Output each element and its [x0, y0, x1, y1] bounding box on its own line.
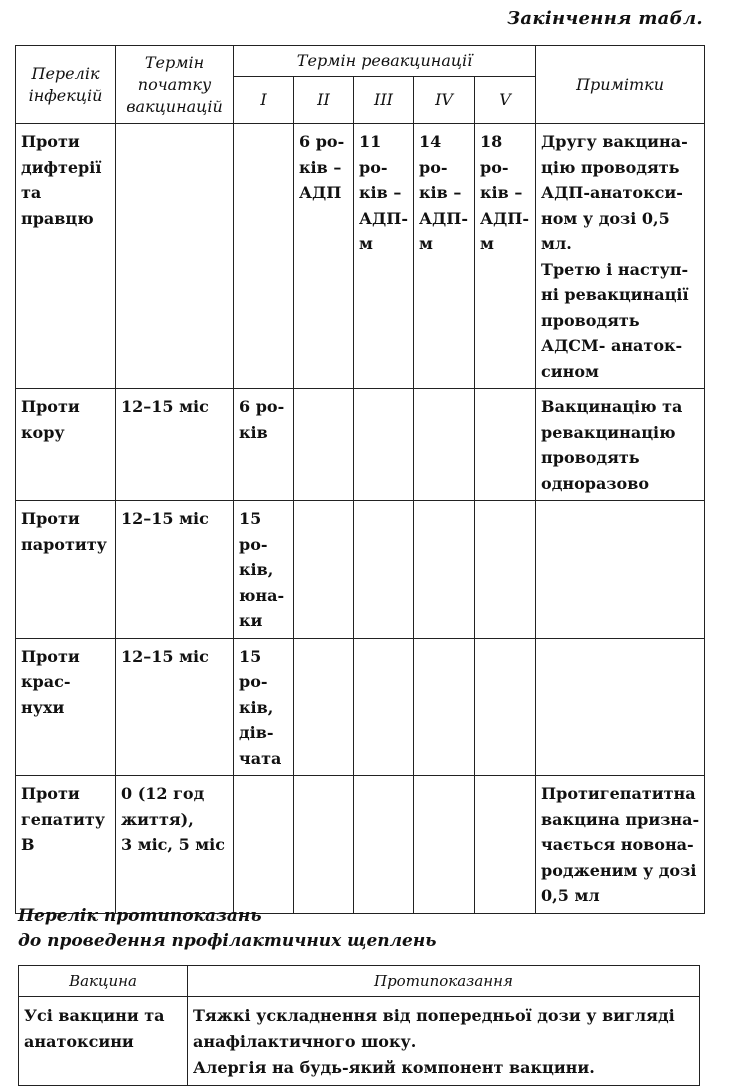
infection-cell: Проти кору: [16, 389, 116, 501]
infection-cell: Проти крас- нухи: [16, 638, 116, 776]
table-row: [16, 776, 705, 914]
rev-cell: [234, 776, 294, 914]
vaccine-cell: Усі вакцини та анатоксини: [19, 997, 188, 1086]
rev-cell: 14 ро- ків – АДП-м: [414, 124, 475, 389]
notes-cell: [536, 501, 705, 639]
rev-cell: 15 ро- ків, дів- чата: [234, 638, 294, 776]
rev-cell: [294, 389, 354, 501]
rev-cell: [414, 776, 475, 914]
notes-cell: Другу вакцина- цію проводять АДП-анатокси- ном у дозі 0,5 мл. Третю і наступ- ні ревакцинації проводять АДСМ- анаток- сином: [536, 124, 705, 389]
continuation-title: Закінчення табл.: [507, 8, 703, 29]
notes-cell: Вакцинацію та ревакцинацію проводять одноразово: [536, 389, 705, 501]
rev-cell: [475, 638, 536, 776]
infection-cell: Проти паротиту: [16, 501, 116, 639]
contraindication-cell: [188, 997, 700, 1086]
start-cell: [116, 124, 234, 389]
heading-line-2: до проведення профілактичних щеплень: [18, 931, 437, 951]
rev-cell: [414, 638, 475, 776]
rev-cell: [354, 389, 414, 501]
rev-cell: 15 ро- ків, юна- ки: [234, 501, 294, 639]
notes-cell: Протигепатитна вакцина призна- чається новона- родженим у дозі 0,5 мл: [536, 776, 705, 914]
contraindications-heading: [18, 904, 436, 954]
rev-cell: [294, 638, 354, 776]
contraindication-text-2: Алергія на будь-який компонент вакцини.: [193, 1058, 595, 1077]
rev-cell: [475, 776, 536, 914]
table-row: [16, 124, 705, 389]
start-cell: 12–15 міс: [116, 638, 234, 776]
table-row: [16, 501, 705, 639]
start-cell: 0 (12 год життя), 3 міс, 5 міс: [116, 776, 234, 914]
header-rev-2: II: [294, 77, 354, 124]
start-cell: 12–15 міс: [116, 389, 234, 501]
rev-cell: [354, 501, 414, 639]
header-start: Термін початку вакцинацій: [116, 46, 234, 124]
table-row: [19, 997, 700, 1086]
header-rev-5: V: [475, 77, 536, 124]
rev-cell: [294, 776, 354, 914]
header-infection: Перелік інфекцій: [16, 46, 116, 124]
rev-cell: [234, 124, 294, 389]
rev-cell: [354, 638, 414, 776]
rev-cell: 18 ро- ків – АДП-м: [475, 124, 536, 389]
header-revaccination: Термін ревакцинації: [234, 46, 536, 77]
table-row: [16, 389, 705, 501]
header-rev-3: III: [354, 77, 414, 124]
rev-cell: [414, 389, 475, 501]
heading-line-1: Перелік протипоказань: [18, 906, 262, 926]
header-contraindications: Протипоказання: [188, 966, 700, 997]
rev-cell: 6 ро- ків – АДП: [294, 124, 354, 389]
rev-cell: [475, 501, 536, 639]
rev-cell: [414, 501, 475, 639]
infection-cell: Проти дифтерії та правцю: [16, 124, 116, 389]
rev-cell: [294, 501, 354, 639]
header-notes: Примітки: [536, 46, 705, 124]
header-vaccine: Вакцина: [19, 966, 188, 997]
rev-cell: 6 ро- ків: [234, 389, 294, 501]
table-row: [16, 638, 705, 776]
contraindication-text-1: Тяжкі ускладнення від попередньої дози у вигляді анафілактичного шоку.: [193, 1006, 675, 1051]
rev-cell: [354, 776, 414, 914]
header-rev-1: I: [234, 77, 294, 124]
notes-cell: [536, 638, 705, 776]
start-cell: 12–15 міс: [116, 501, 234, 639]
rev-cell: 11 ро- ків – АДП-м: [354, 124, 414, 389]
rev-cell: [475, 389, 536, 501]
vaccination-schedule-table: [15, 45, 705, 914]
contraindications-table: [18, 965, 700, 1086]
infection-cell: Проти гепатиту В: [16, 776, 116, 914]
header-rev-4: IV: [414, 77, 475, 124]
